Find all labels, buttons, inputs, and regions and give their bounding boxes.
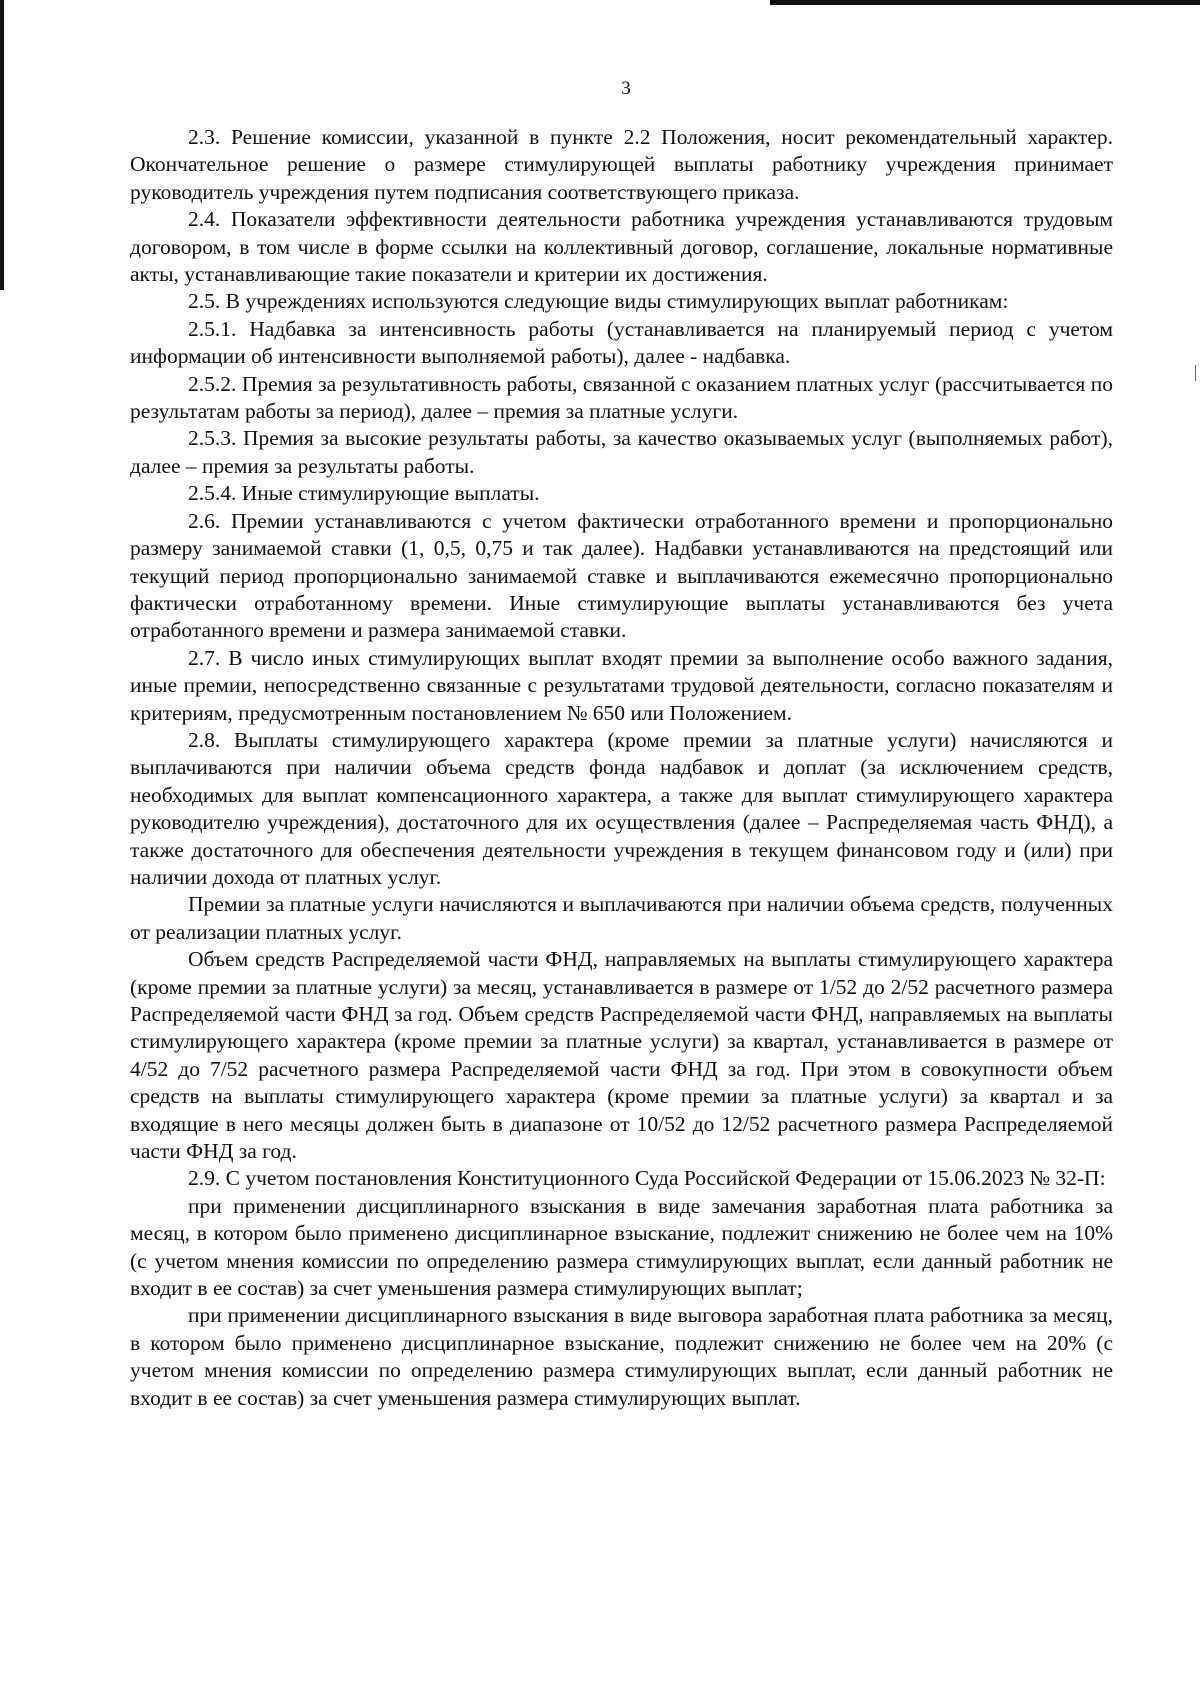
scan-edge-left bbox=[0, 0, 4, 290]
page-number: 3 bbox=[621, 78, 631, 99]
paragraph-2-5-1: 2.5.1. Надбавка за интенсивность работы (устанавливается на планируемый период с учетом информации об интенсивности выполняемой работы), далее - надбавка. bbox=[130, 316, 1113, 369]
paragraph-2-3: 2.3. Решение комиссии, указанной в пункте 2.2 Положения, носит рекомендательный характер. Окончательное решение о размере стимулирующей выплаты работнику учреждения принимает руководитель учреждения путем подписания соответствующего приказа. bbox=[130, 125, 1113, 204]
paragraph-2-4: 2.4. Показатели эффективности деятельности работника учреждения устанавливаются трудовым договором, в том числе в форме ссылки на коллективный договор, соглашение, локальные нормативные акты, устанавливающие такие показатели и критерии их достижения. bbox=[130, 207, 1113, 287]
paragraph-fund-volume: Объем средств Распределяемой части ФНД, направляемых на выплаты стимулирующего характера (кроме премии за платные услуги) за месяц, устанавливается в размере от 1/52 до 2/52 расчетного размера Распределяемой части ФНД за год. Объем средств Распределяемой части ФНД, направляемых на выплаты стимулирующего характера (кроме премии за платные услуги) за квартал, устанавливается в размере от 4/52 до 7/52 расчетного размера Распределяемой части ФНД за год. При этом в совокупности объем средств на выплаты стимулирующего характера (кроме премии за платные услуги) за квартал и за входящие в него месяцы должен быть в диапазоне от 10/52 до 12/52 расчетного размера Распределяемой части ФНД за год. bbox=[130, 947, 1113, 1164]
paragraph-paid-services-bonus: Премии за платные услуги начисляются и выплачиваются при наличии объема средств, полученных от реализации платных услуг. bbox=[130, 892, 1113, 944]
paragraph-2-6: 2.6. Премии устанавливаются с учетом фактически отработанного времени и пропорционально размеру занимаемой ставки (1, 0,5, 0,75 и так далее). Надбавки устанавливаются на предстоящий или текущий период пропорционально занимаемой ставке и выплачиваются ежемесячно пропорционально фактически отработанному времени. Иные стимулирующие выплаты устанавливаются без учета отработанного времени и размера занимаемой ставки. bbox=[130, 508, 1113, 643]
paragraph-reprimand-remark: при применении дисциплинарного взыскания в виде замечания заработная плата работника за месяц, в котором было применено дисциплинарное взыскание, подлежит снижению не более чем на 10% (с учетом мнения комиссии по определению размера стимулирующих выплат, если данный работник не входит в ее состав) за счет уменьшения размера стимулирующих выплат; bbox=[130, 1193, 1113, 1301]
document-body bbox=[130, 124, 1113, 1412]
paragraph-2-9: 2.9. С учетом постановления Конституционного Суда Российской Федерации от 15.06.2023 № 32-П: bbox=[188, 1166, 1106, 1191]
paragraph-2-7: 2.7. В число иных стимулирующих выплат входят премии за выполнение особо важного задания, иные премии, непосредственно связанные с результатами трудовой деятельности, согласно показателям и критериям, предусмотренным постановлением № 650 или Положением. bbox=[130, 645, 1113, 725]
paragraph-2-5-2: 2.5.2. Премия за результативность работы, связанной с оказанием платных услуг (рассчитывается по результатам работы за период), далее – премия за платные услуги. bbox=[130, 371, 1113, 424]
paragraph-2-5-4: 2.5.4. Иные стимулирующие выплаты. bbox=[188, 481, 540, 506]
scan-edge-top bbox=[770, 0, 1200, 5]
paragraph-2-5-3: 2.5.3. Премия за высокие результаты работы, за качество оказываемых услуг (выполняемых работ), далее – премия за результаты работы. bbox=[130, 426, 1113, 478]
paragraph-reprimand-rebuke: при применении дисциплинарного взыскания в виде выговора заработная плата работника за месяц, в котором было применено дисциплинарное взыскание, подлежит снижению не более чем на 20% (с учетом мнения комиссии по определению размера стимулирующих выплат, если данный работник не входит в ее состав) за счет уменьшения размера стимулирующих выплат. bbox=[130, 1303, 1113, 1410]
paragraph-2-5: 2.5. В учреждениях используются следующие виды стимулирующих выплат работникам: bbox=[188, 289, 1009, 314]
paragraph-2-8: 2.8. Выплаты стимулирующего характера (кроме премии за платные услуги) начисляются и выплачиваются при наличии объема средств фонда надбавок и доплат (за исключением средств, необходимых для выплат компенсационного характера, а также для выплат стимулирующего характера руководителю учреждения), достаточного для их осуществления (далее – Распределяемая часть ФНД), а также достаточного для обеспечения деятельности учреждения в текущем финансовом году и (или) при наличии дохода от платных услуг. bbox=[130, 727, 1113, 889]
scan-mark-right bbox=[1195, 365, 1196, 381]
